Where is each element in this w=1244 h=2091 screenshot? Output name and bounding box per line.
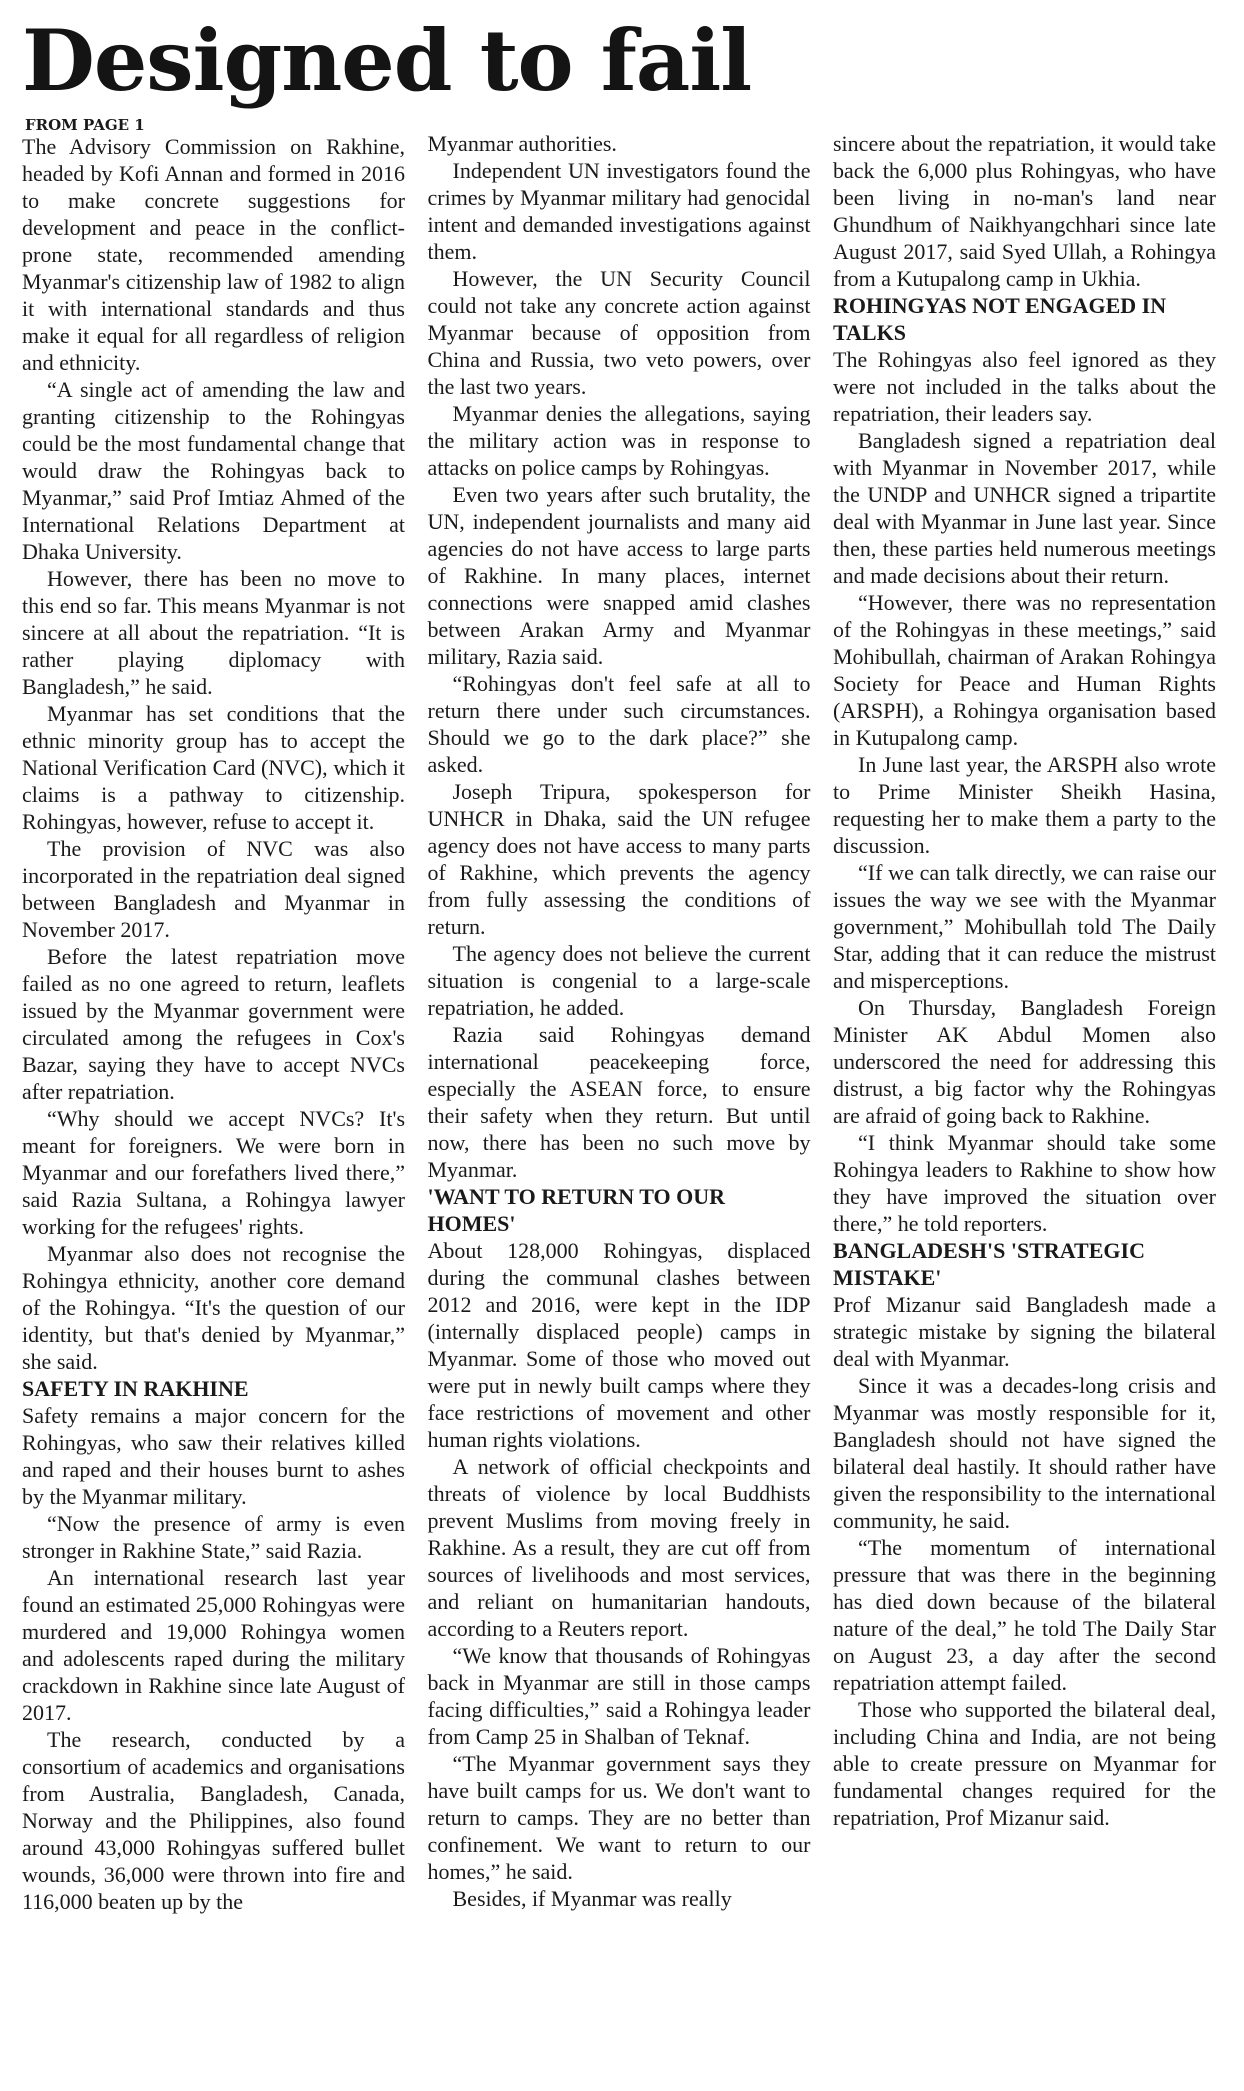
column-2 (428, 130, 811, 2070)
paragraph: Even two years after such brutality, the UN, independent journalists and many aid agencies do not have access to large parts of Rakhine. In many places, internet connections were snapped amid clashes between Arakan Army and Myanmar military, Razia said. (427, 482, 811, 669)
paragraph: An international research last year found an estimated 25,000 Rohingyas were murdered and 19,000 Rohingya women and adolescents raped during the military crackdown in Rakhine since late August of 2017. (22, 1565, 405, 1725)
paragraph: About 128,000 Rohingyas, displaced during the communal clashes between 2012 and 2016, were kept in the IDP (internally displaced people) camps in Myanmar. Some of those who moved out were put in newly built camps where they face restrictions of movement and other human rights violations. (427, 1238, 811, 1452)
paragraph: However, the UN Security Council could not take any concrete action against Myanmar because of opposition from China and Russia, two veto powers, over the last two years. (427, 266, 811, 399)
paragraph: Myanmar has set conditions that the ethnic minority group has to accept the National Verification Card (NVC), which it claims is a pathway to citizenship. Rohingyas, however, refuse to accept it. (22, 701, 405, 834)
paragraph: The provision of NVC was also incorporated in the repatriation deal signed between Bangladesh and Myanmar in November 2017. (22, 836, 405, 942)
paragraph: “Rohingyas don't feel safe at all to return there under such circumstances. Should we go to the dark place?” she asked. (427, 671, 811, 777)
paragraph: On Thursday, Bangladesh Foreign Minister AK Abdul Momen also underscored the need for addressing this distrust, a big factor why the Rohingyas are afraid of going back to Rakhine. (833, 995, 1216, 1128)
paragraph: sincere about the repatriation, it would take back the 6,000 plus Rohingyas, who have been living in no-man's land near Ghundhum of Naikhyangchhari since late August 2017, said Syed Ullah, a Rohingya from a Kutupalong camp in Ukhia. (833, 131, 1216, 291)
paragraph: Independent UN investigators found the crimes by Myanmar military had genocidal intent and demanded investigations against them. (427, 158, 811, 264)
paragraph: The Rohingyas also feel ignored as they were not included in the talks about the repatriation, their leaders say. (833, 347, 1216, 426)
paragraph: Since it was a decades-long crisis and Myanmar was mostly responsible for it, Bangladesh should not have signed the bilateral deal hastily. It should rather have given the responsibility to the international community, he said. (833, 1373, 1216, 1533)
paragraph: “I think Myanmar should take some Rohingya leaders to Rakhine to show how they have improved the situation over there,” he told reporters. (833, 1130, 1216, 1236)
paragraph: In June last year, the ARSPH also wrote to Prime Minister Sheikh Hasina, requesting her to make them a party to the discussion. (833, 752, 1216, 858)
column-3 (833, 130, 1216, 2070)
continuation-label: FROM PAGE 1 (25, 116, 145, 134)
paragraph: Before the latest repatriation move failed as no one agreed to return, leaflets issued by the Myanmar government were circulated among the refugees in Cox's Bazar, saying they have to accept NVCs after repatriation. (22, 944, 405, 1104)
paragraph: “Why should we accept NVCs? It's meant for foreigners. We were born in Myanmar and our forefathers lived there,” said Razia Sultana, a Rohingya lawyer working for the refugees' rights. (22, 1106, 405, 1239)
paragraph: “We know that thousands of Rohingyas back in Myanmar are still in those camps facing difficulties,” said a Rohingya leader from Camp 25 in Shalban of Teknaf. (427, 1643, 811, 1749)
paragraph: Prof Mizanur said Bangladesh made a strategic mistake by signing the bilateral deal with Myanmar. (833, 1292, 1216, 1371)
paragraph: “Now the presence of army is even stronger in Rakhine State,” said Razia. (22, 1511, 405, 1563)
article-headline: Designed to fail (22, 11, 752, 110)
paragraph: However, there has been no move to this end so far. This means Myanmar is not sincere at all about the repatriation. “It is rather playing diplomacy with Bangladesh,” he said. (22, 566, 405, 699)
paragraph: The Advisory Commission on Rakhine, headed by Kofi Annan and formed in 2016 to make concrete suggestions for development and peace in the conflict-prone state, recommended amending Myanmar's citizenship law of 1982 to align it with international standards and thus make it equal for all regardless of religion and ethnicity. (22, 134, 405, 375)
subheading-strategic-mistake: BANGLADESH'S 'STRATEGIC MISTAKE' (833, 1238, 1145, 1290)
paragraph: Safety remains a major concern for the Rohingyas, who saw their relatives killed and raped and their houses burnt to ashes by the Myanmar military. (22, 1403, 405, 1509)
paragraph: Bangladesh signed a repatriation deal with Myanmar in November 2017, while the UNDP and UNHCR signed a tripartite deal with Myanmar in June last year. Since then, these parties held numerous meetings and made decisions about their return. (833, 428, 1216, 588)
paragraph: The agency does not believe the current situation is congenial to a large-scale repatriation, he added. (427, 941, 811, 1020)
subheading-safety: SAFETY IN RAKHINE (22, 1376, 249, 1401)
column-1 (22, 116, 405, 2070)
paragraph: Joseph Tripura, spokesperson for UNHCR in Dhaka, said the UN refugee agency does not have access to many parts of Rakhine, which prevents the agency from fully assessing the conditions of return. (427, 779, 811, 939)
paragraph: Razia said Rohingyas demand international peacekeeping force, especially the ASEAN force, to ensure their safety when they return. But until now, there has been no such move by Myanmar. (427, 1022, 811, 1182)
paragraph: Myanmar authorities. (427, 131, 617, 156)
subheading-not-engaged: ROHINGYAS NOT ENGAGED IN TALKS (833, 293, 1167, 345)
paragraph: “The Myanmar government says they have built camps for us. We don't want to return to camps. They are no better than confinement. We want to return to our homes,” he said. (427, 1751, 811, 1884)
paragraph: “If we can talk directly, we can raise our issues the way we see with the Myanmar government,” Mohibullah told The Daily Star, adding that it can reduce the mistrust and misperceptions. (833, 860, 1216, 993)
article-body (22, 116, 1216, 2070)
paragraph: “The momentum of international pressure that was there in the beginning has died down because of the bilateral nature of the deal,” he told The Daily Star on August 23, a day after the second repatriation attempt failed. (833, 1535, 1216, 1695)
paragraph: Myanmar also does not recognise the Rohingya ethnicity, another core demand of the Rohingya. “It's the question of our identity, but that's denied by Myanmar,” she said. (22, 1241, 405, 1374)
paragraph: The research, conducted by a consortium of academics and organisations from Australia, Bangladesh, Canada, Norway and the Philippines, also found around 43,000 Rohingyas suffered bullet wounds, 36,000 were thrown into fire and 116,000 beaten up by the (22, 1727, 405, 1914)
paragraph: Myanmar denies the allegations, saying the military action was in response to attacks on police camps by Rohingyas. (427, 401, 811, 480)
subheading-return-home: 'WANT TO RETURN TO OUR HOMES' (427, 1184, 725, 1236)
paragraph: “However, there was no representation of the Rohingyas in these meetings,” said Mohibullah, chairman of Arakan Rohingya Society for Peace and Human Rights (ARSPH), a Rohingya organisation based in Kutupalong camp. (833, 590, 1216, 750)
paragraph: Besides, if Myanmar was really (452, 1886, 732, 1911)
paragraph: A network of official checkpoints and threats of violence by local Buddhists prevent Muslims from moving freely in Rakhine. As a result, they are cut off from sources of livelihoods and most services, and reliant on humanitarian handouts, according to a Reuters report. (427, 1454, 811, 1641)
paragraph: Those who supported the bilateral deal, including China and India, are not being able to create pressure on Myanmar for fundamental changes required for the repatriation, Prof Mizanur said. (833, 1697, 1216, 1830)
paragraph: “A single act of amending the law and granting citizenship to the Rohingyas could be the most fundamental change that would draw the Rohingyas back to Myanmar,” said Prof Imtiaz Ahmed of the International Relations Department at Dhaka University. (22, 377, 405, 564)
